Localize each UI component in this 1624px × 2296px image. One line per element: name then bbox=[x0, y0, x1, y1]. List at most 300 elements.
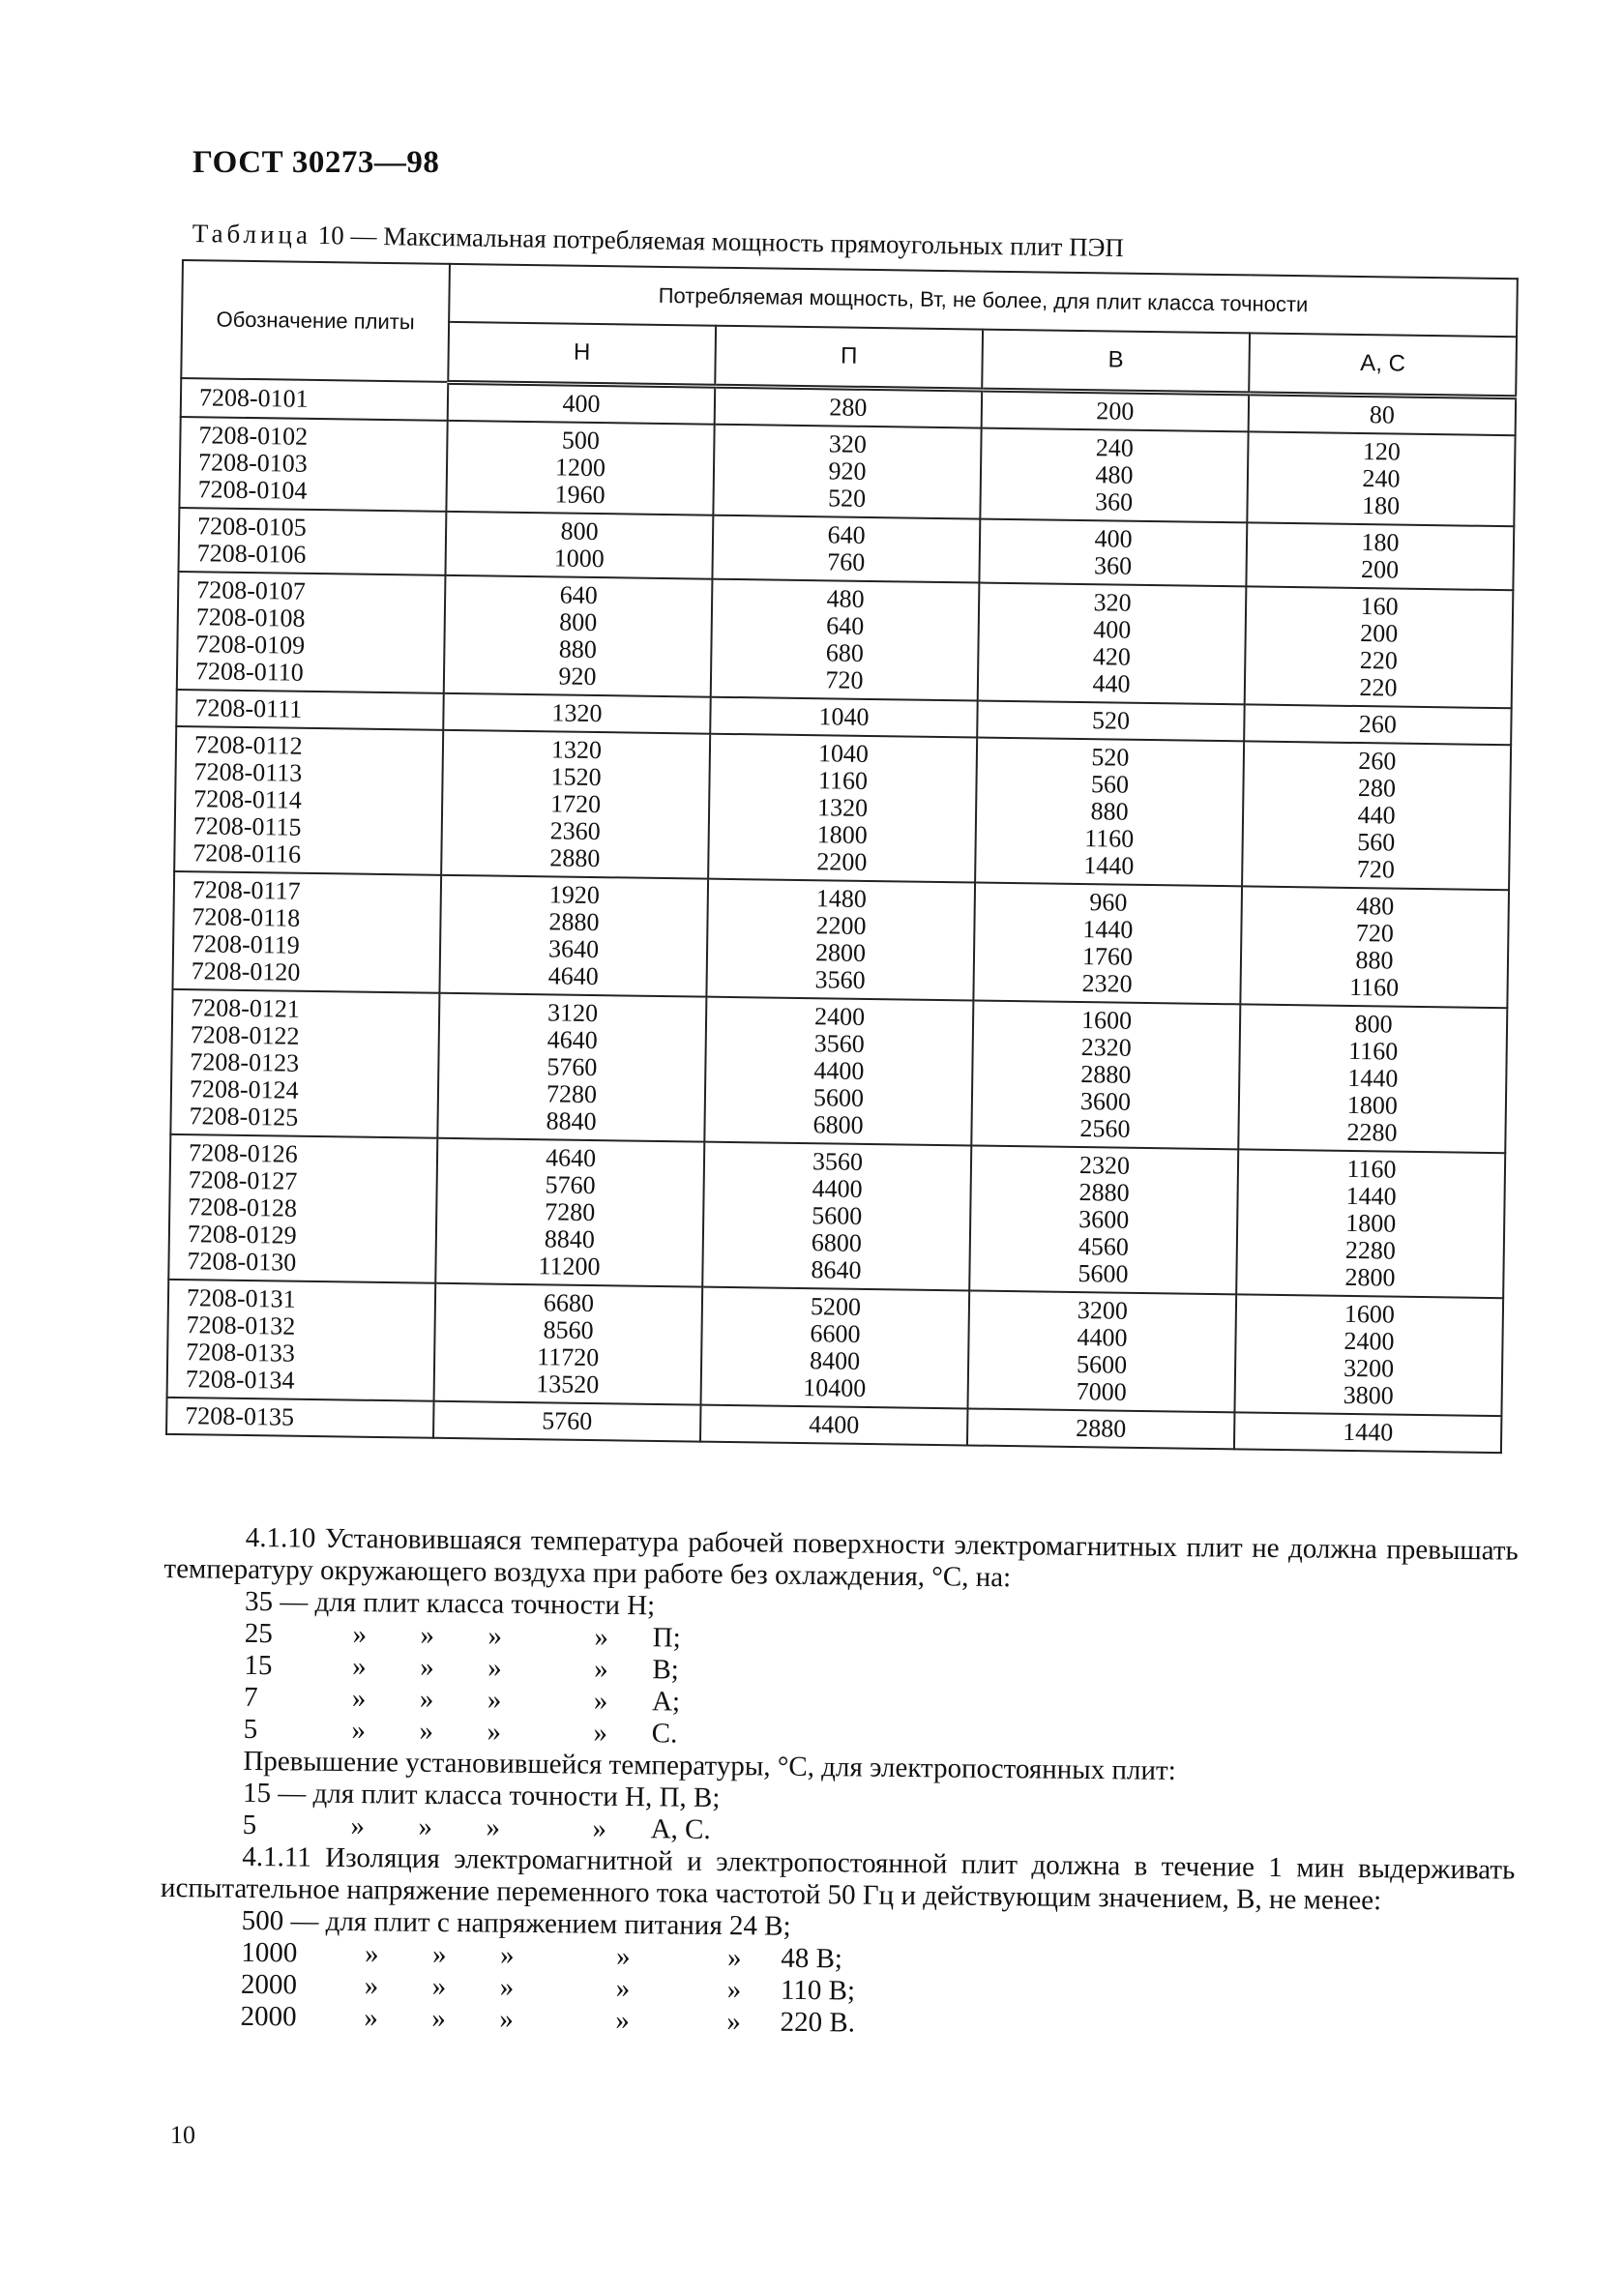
cell-line: 2800 bbox=[814, 937, 867, 967]
cell-line: 7208-0112 bbox=[193, 729, 303, 760]
cell-line: 4640 bbox=[545, 1142, 597, 1172]
cell-line: 11720 bbox=[536, 1341, 600, 1371]
cell-line: 8840 bbox=[544, 1223, 596, 1253]
cell-line: 8400 bbox=[809, 1345, 861, 1375]
ditto-mark: » bbox=[726, 1974, 742, 2006]
cell-line: 500 bbox=[561, 426, 601, 455]
cell-line: 1920 bbox=[548, 879, 601, 909]
cell-line: 2200 bbox=[815, 910, 867, 940]
cell-line: 5760 bbox=[546, 1051, 598, 1081]
ditto-mark: » bbox=[364, 1938, 379, 1970]
cell-line: 280 bbox=[1357, 773, 1397, 803]
cell-line: 1600 bbox=[1343, 1299, 1396, 1329]
cell-line: 220 bbox=[1359, 672, 1398, 702]
ditto-mark: » bbox=[350, 1810, 366, 1842]
cell-line: 1800 bbox=[816, 819, 868, 849]
cell-line: 6680 bbox=[543, 1287, 595, 1317]
cell-line: 80 bbox=[1369, 399, 1396, 429]
power-cell-p bbox=[713, 424, 981, 518]
cell-line: 7208-0105 bbox=[196, 511, 308, 542]
power-cell-n bbox=[433, 1400, 701, 1441]
cell-line: 560 bbox=[1357, 827, 1396, 857]
cell-line: 1160 bbox=[1084, 823, 1135, 853]
cell-line: 920 bbox=[558, 661, 597, 691]
excess-value: 5 bbox=[242, 1809, 257, 1841]
cell-line: 7280 bbox=[546, 1078, 598, 1108]
cell-line: 440 bbox=[1357, 800, 1396, 830]
cell-line: 720 bbox=[1355, 918, 1395, 948]
cell-line: 1160 bbox=[1348, 972, 1400, 1002]
ditto-mark: » bbox=[431, 1970, 447, 2003]
cell-line: 240 bbox=[1095, 432, 1135, 462]
test-voltage-value: 2000 bbox=[240, 2000, 297, 2033]
ditto-mark: » bbox=[487, 1684, 502, 1716]
cell-line: 11200 bbox=[538, 1251, 601, 1280]
cell-line: 5760 bbox=[545, 1169, 596, 1199]
ditto-mark: » bbox=[487, 1620, 503, 1652]
page-number: 10 bbox=[170, 2121, 195, 2149]
cell-line: 180 bbox=[1361, 527, 1400, 557]
power-cell-ac bbox=[1245, 586, 1514, 708]
power-table-head bbox=[181, 260, 1518, 397]
cell-line: 5760 bbox=[542, 1405, 593, 1435]
power-cell-p bbox=[701, 1286, 970, 1408]
power-table-body bbox=[166, 378, 1516, 1453]
cell-line: 2320 bbox=[1078, 1150, 1131, 1180]
cell-line: 6800 bbox=[812, 1109, 864, 1139]
class-header-ac: А, С bbox=[1249, 334, 1517, 397]
power-cell-n bbox=[434, 1282, 703, 1404]
ditto-mark: » bbox=[431, 2002, 447, 2035]
cell-line: 1440 bbox=[1343, 1417, 1394, 1447]
cell-line: 360 bbox=[1093, 550, 1133, 580]
ditto-mark: » bbox=[615, 1972, 631, 2005]
body-text bbox=[159, 1521, 1518, 2046]
cell-line: 1760 bbox=[1081, 941, 1134, 971]
cell-line: 520 bbox=[1091, 742, 1130, 772]
cell-line: 220 bbox=[1359, 645, 1399, 675]
ditto-mark: » bbox=[499, 1971, 515, 2003]
class-header-p: П bbox=[715, 326, 983, 390]
cell-line: 1440 bbox=[1083, 850, 1135, 880]
cell-line: 2400 bbox=[813, 1001, 866, 1031]
cell-line: 1440 bbox=[1082, 914, 1134, 944]
cell-line: 2200 bbox=[816, 846, 868, 876]
table-row bbox=[172, 870, 1509, 1007]
ditto-mark: » bbox=[726, 2006, 742, 2038]
accuracy-class: А; bbox=[651, 1686, 681, 1718]
cell-line: 640 bbox=[826, 610, 865, 640]
accuracy-class: С. bbox=[651, 1718, 678, 1750]
cell-line: 7208-0103 bbox=[197, 447, 308, 478]
cell-line: 800 bbox=[560, 515, 599, 545]
designation-column-header: Обозначение плиты bbox=[181, 260, 450, 382]
power-cell-ac bbox=[1242, 741, 1511, 890]
cell-line: 520 bbox=[1091, 705, 1131, 735]
cell-line: 560 bbox=[1090, 769, 1130, 799]
cell-line: 640 bbox=[827, 519, 866, 549]
cell-line: 160 bbox=[1360, 591, 1399, 621]
cell-line: 3800 bbox=[1343, 1380, 1394, 1410]
power-cell-v bbox=[975, 737, 1244, 886]
cell-line: 7208-0129 bbox=[187, 1219, 297, 1250]
cell-line: 1320 bbox=[816, 792, 869, 822]
power-cell-v bbox=[971, 1000, 1240, 1149]
excess-intro: Превышение установившейся температуры, °С, для электропостоянных плит: bbox=[243, 1745, 1176, 1786]
power-cell-p bbox=[710, 696, 978, 737]
power-cell-n bbox=[435, 1137, 704, 1286]
ditto-mark: » bbox=[594, 1653, 608, 1685]
cell-line: 7208-0130 bbox=[187, 1246, 297, 1277]
ditto-mark: » bbox=[419, 1683, 434, 1715]
cell-line: 7280 bbox=[545, 1196, 596, 1226]
table-caption bbox=[192, 219, 1125, 263]
temperature-first-line: 35 — для плит класса точности Н; bbox=[244, 1585, 656, 1622]
cell-line: 7208-0128 bbox=[188, 1192, 298, 1222]
cell-line: 7208-0109 bbox=[195, 629, 306, 660]
cell-line: 7208-0123 bbox=[190, 1046, 300, 1077]
cell-line: 7208-0115 bbox=[192, 810, 302, 841]
cell-line: 420 bbox=[1092, 641, 1132, 671]
cell-line: 7208-0101 bbox=[198, 383, 309, 413]
power-cell-ac bbox=[1249, 393, 1517, 434]
cell-line: 13520 bbox=[536, 1369, 600, 1398]
cell-line: 1800 bbox=[1345, 1208, 1397, 1238]
designation-cell bbox=[181, 378, 449, 420]
power-table bbox=[165, 259, 1519, 1454]
cell-line: 4400 bbox=[813, 1055, 865, 1085]
power-cell-ac bbox=[1244, 704, 1512, 745]
ditto-mark: » bbox=[593, 1685, 608, 1717]
cell-line: 260 bbox=[1358, 709, 1398, 739]
designation-cell bbox=[176, 689, 444, 729]
cell-line: 5200 bbox=[810, 1291, 862, 1321]
cell-line: 5600 bbox=[812, 1200, 863, 1230]
cell-line: 7208-0104 bbox=[197, 474, 308, 505]
cell-line: 7208-0110 bbox=[194, 656, 304, 687]
cell-line: 2320 bbox=[1080, 1032, 1132, 1062]
ditto-mark: » bbox=[431, 1938, 447, 1971]
ditto-mark: » bbox=[352, 1619, 368, 1651]
cell-line: 1440 bbox=[1347, 1063, 1399, 1093]
cell-line: 7208-0127 bbox=[188, 1164, 298, 1195]
ditto-mark: » bbox=[420, 1619, 435, 1651]
cell-line: 7208-0125 bbox=[189, 1101, 299, 1132]
cell-line: 2400 bbox=[1343, 1326, 1395, 1356]
ditto-mark: » bbox=[615, 2004, 631, 2037]
cell-line: 4400 bbox=[1077, 1322, 1128, 1352]
power-cell-ac bbox=[1240, 886, 1509, 1008]
cell-line: 1320 bbox=[550, 734, 603, 764]
power-cell-n bbox=[445, 511, 713, 578]
power-cell-p bbox=[708, 733, 977, 882]
cell-line: 960 bbox=[1089, 887, 1128, 917]
cell-line: 7208-0120 bbox=[191, 956, 301, 986]
power-cell-n bbox=[441, 729, 710, 878]
cell-line: 2320 bbox=[1081, 968, 1133, 998]
power-cell-p bbox=[704, 996, 973, 1145]
cell-line: 6800 bbox=[811, 1227, 863, 1257]
cell-line: 480 bbox=[1095, 459, 1134, 489]
cell-line: 8640 bbox=[811, 1254, 862, 1284]
ditto-mark: » bbox=[487, 1652, 502, 1684]
voltage-first-line: 500 — для плит с напряжением питания 24 В; bbox=[241, 1904, 791, 1942]
cell-line: 7208-0113 bbox=[193, 756, 303, 787]
cell-line: 2280 bbox=[1346, 1117, 1398, 1147]
cell-line: 1040 bbox=[818, 701, 870, 731]
cell-line: 7208-0121 bbox=[191, 992, 301, 1023]
cell-line: 640 bbox=[559, 579, 598, 609]
cell-line: 1040 bbox=[817, 738, 870, 768]
cell-line: 680 bbox=[825, 637, 865, 667]
power-cell-ac bbox=[1234, 1294, 1503, 1416]
power-cell-v bbox=[967, 1408, 1235, 1449]
ditto-mark: » bbox=[486, 1811, 501, 1843]
designation-cell bbox=[174, 725, 443, 874]
ditto-mark: » bbox=[420, 1651, 434, 1683]
supply-voltage: 220 В. bbox=[780, 2006, 856, 2039]
ditto-mark: » bbox=[351, 1715, 367, 1747]
test-voltage-value: 1000 bbox=[241, 1936, 298, 1969]
cell-line: 400 bbox=[562, 389, 601, 418]
cell-line: 1800 bbox=[1346, 1090, 1399, 1120]
cell-line: 880 bbox=[1090, 796, 1129, 826]
cell-line: 1520 bbox=[550, 761, 602, 791]
cell-line: 2880 bbox=[1078, 1177, 1130, 1207]
cell-line: 7208-0111 bbox=[194, 692, 303, 723]
cell-line: 7208-0122 bbox=[190, 1019, 300, 1050]
cell-line: 320 bbox=[828, 428, 868, 458]
cell-line: 3640 bbox=[547, 933, 600, 963]
class-header-v: В bbox=[982, 330, 1250, 394]
power-cell-ac bbox=[1234, 1412, 1502, 1453]
cell-line: 4640 bbox=[547, 960, 599, 990]
power-cell-n bbox=[444, 574, 713, 696]
cell-line: 480 bbox=[826, 583, 865, 613]
cell-line: 760 bbox=[827, 546, 866, 576]
cell-line: 2880 bbox=[548, 906, 600, 936]
cell-line: 260 bbox=[1358, 746, 1397, 776]
power-cell-p bbox=[711, 578, 980, 700]
cell-line: 7208-0117 bbox=[192, 874, 301, 905]
cell-line: 2880 bbox=[549, 842, 601, 872]
cell-line: 240 bbox=[1362, 463, 1401, 493]
cell-line: 1160 bbox=[817, 765, 869, 795]
table-row bbox=[167, 1279, 1504, 1415]
cell-line: 7208-0102 bbox=[198, 420, 309, 451]
cell-line: 4560 bbox=[1078, 1231, 1130, 1261]
ditto-mark: » bbox=[364, 2002, 379, 2034]
cell-line: 1200 bbox=[554, 452, 606, 482]
power-cell-p bbox=[700, 1404, 968, 1445]
designation-cell bbox=[168, 1133, 437, 1282]
cell-line: 2560 bbox=[1079, 1113, 1131, 1143]
cell-line: 180 bbox=[1361, 490, 1401, 520]
power-group-header: Потребляемая мощность, Вт, не более, для плит класса точности bbox=[449, 264, 1518, 338]
table-caption-prefix: Таблица bbox=[192, 219, 312, 250]
cell-line: 1320 bbox=[551, 697, 603, 727]
power-cell-n bbox=[443, 692, 711, 733]
ditto-mark: » bbox=[352, 1651, 367, 1683]
cell-line: 8560 bbox=[543, 1314, 594, 1344]
cell-line: 1160 bbox=[1347, 1036, 1399, 1066]
cell-line: 400 bbox=[1093, 614, 1132, 644]
temperature-value: 25 bbox=[244, 1617, 273, 1650]
accuracy-class: А, С. bbox=[650, 1813, 711, 1845]
designation-cell bbox=[178, 507, 446, 574]
cell-line: 2800 bbox=[1344, 1262, 1396, 1292]
cell-line: 7208-0134 bbox=[185, 1364, 295, 1395]
power-cell-v bbox=[980, 427, 1248, 522]
power-table-container bbox=[165, 259, 1517, 1454]
cell-line: 880 bbox=[1355, 945, 1394, 975]
designation-cell bbox=[170, 988, 439, 1137]
power-cell-v bbox=[969, 1145, 1238, 1294]
power-cell-ac bbox=[1236, 1149, 1505, 1298]
temperature-value: 5 bbox=[243, 1713, 258, 1746]
cell-line: 360 bbox=[1094, 486, 1134, 516]
power-cell-v bbox=[979, 518, 1247, 586]
power-cell-v bbox=[977, 700, 1245, 741]
power-cell-v bbox=[967, 1290, 1236, 1412]
ditto-mark: » bbox=[364, 1970, 379, 2002]
cell-line: 480 bbox=[1356, 891, 1395, 921]
cell-line: 3600 bbox=[1078, 1204, 1130, 1234]
cell-line: 7208-0132 bbox=[186, 1310, 296, 1340]
ditto-mark: » bbox=[594, 1621, 609, 1653]
cell-line: 7208-0108 bbox=[195, 602, 306, 633]
cell-line: 520 bbox=[827, 483, 867, 513]
cell-line: 7208-0107 bbox=[196, 574, 307, 605]
cell-line: 720 bbox=[825, 664, 864, 694]
cell-line: 7208-0106 bbox=[196, 538, 307, 569]
designation-cell bbox=[179, 416, 447, 511]
cell-line: 7208-0114 bbox=[193, 783, 303, 814]
cell-line: 4400 bbox=[812, 1173, 863, 1203]
cell-line: 7208-0118 bbox=[192, 901, 301, 932]
supply-voltage: 48 В; bbox=[781, 1942, 843, 1975]
cell-line: 6600 bbox=[810, 1318, 861, 1348]
power-cell-p bbox=[702, 1141, 971, 1290]
table-row bbox=[170, 988, 1507, 1152]
power-cell-n bbox=[446, 420, 714, 515]
power-cell-p bbox=[715, 386, 983, 427]
ditto-mark: » bbox=[499, 1939, 515, 1971]
cell-line: 7208-0116 bbox=[192, 838, 302, 868]
designation-cell bbox=[172, 870, 441, 992]
section-4-1-11-intro: 4.1.11 Изоляция электромагнитной и электропостоянной плит должна в течение 1 мин выдерживать испытательное напряжение переменного тока частотой 50 Гц и действующим значением, В, не менее: bbox=[160, 1840, 1516, 1917]
standard-header: ГОСТ 30273—98 bbox=[192, 145, 440, 180]
power-cell-n bbox=[437, 992, 706, 1141]
cell-line: 5600 bbox=[1076, 1349, 1128, 1379]
cell-line: 200 bbox=[1096, 396, 1135, 426]
cell-line: 320 bbox=[1093, 587, 1132, 617]
cell-line: 440 bbox=[1092, 668, 1131, 698]
class-header-n: Н bbox=[448, 322, 716, 386]
cell-line: 1440 bbox=[1345, 1181, 1397, 1211]
cell-line: 8840 bbox=[546, 1105, 597, 1135]
cell-line: 7208-0124 bbox=[189, 1074, 299, 1104]
ditto-mark: » bbox=[499, 2003, 515, 2035]
cell-line: 920 bbox=[828, 456, 867, 486]
power-cell-p bbox=[706, 878, 975, 1000]
cell-line: 7208-0133 bbox=[186, 1337, 296, 1368]
supply-voltage: 110 В; bbox=[780, 1974, 856, 2007]
cell-line: 3200 bbox=[1077, 1295, 1129, 1325]
cell-line: 7208-0135 bbox=[185, 1400, 295, 1431]
cell-line: 720 bbox=[1356, 854, 1396, 884]
cell-line: 800 bbox=[1354, 1009, 1393, 1039]
designation-cell bbox=[177, 571, 446, 692]
power-cell-ac bbox=[1238, 1004, 1507, 1153]
cell-line: 5600 bbox=[1078, 1258, 1129, 1288]
table-caption-text: 10 — Максимальная потребляемая мощность прямоугольных плит ПЭП bbox=[310, 220, 1125, 263]
cell-line: 1600 bbox=[1080, 1005, 1133, 1035]
cell-line: 7208-0131 bbox=[186, 1282, 296, 1313]
cell-line: 2880 bbox=[1080, 1059, 1132, 1089]
ditto-mark: » bbox=[726, 1942, 742, 1974]
cell-line: 3560 bbox=[813, 1028, 865, 1058]
cell-line: 7208-0126 bbox=[188, 1137, 298, 1168]
cell-line: 7000 bbox=[1076, 1376, 1127, 1406]
cell-line: 1000 bbox=[553, 543, 605, 573]
cell-line: 3560 bbox=[812, 1146, 864, 1176]
test-voltage-value: 2000 bbox=[240, 1968, 298, 2001]
cell-line: 1720 bbox=[549, 788, 602, 818]
table-row bbox=[174, 725, 1511, 889]
cell-line: 3600 bbox=[1079, 1086, 1132, 1116]
ditto-mark: » bbox=[615, 1940, 631, 1973]
ditto-mark: » bbox=[351, 1683, 367, 1715]
cell-line: 400 bbox=[1094, 523, 1133, 553]
power-cell-n bbox=[439, 874, 708, 996]
cell-line: 4400 bbox=[809, 1409, 860, 1439]
temperature-value: 15 bbox=[244, 1649, 273, 1682]
power-cell-ac bbox=[1247, 431, 1515, 526]
cell-line: 3200 bbox=[1343, 1353, 1395, 1383]
table-row bbox=[168, 1133, 1505, 1297]
cell-line: 1160 bbox=[1346, 1154, 1397, 1184]
designation-cell bbox=[167, 1279, 436, 1400]
cell-line: 2280 bbox=[1344, 1235, 1397, 1265]
power-cell-n bbox=[448, 382, 716, 424]
cell-line: 880 bbox=[558, 633, 598, 663]
power-cell-v bbox=[973, 882, 1242, 1004]
cell-line: 4640 bbox=[546, 1024, 598, 1054]
power-cell-p bbox=[712, 515, 980, 582]
table-row bbox=[177, 571, 1514, 707]
ditto-mark: » bbox=[487, 1716, 502, 1748]
cell-line: 3120 bbox=[546, 997, 599, 1027]
cell-line: 120 bbox=[1362, 436, 1402, 466]
cell-line: 7208-0119 bbox=[191, 928, 301, 959]
cell-line: 1480 bbox=[815, 883, 868, 913]
cell-line: 2880 bbox=[1076, 1413, 1127, 1443]
cell-line: 200 bbox=[1360, 554, 1400, 584]
cell-line: 3560 bbox=[814, 964, 866, 994]
power-cell-ac bbox=[1246, 522, 1514, 590]
power-cell-v bbox=[982, 390, 1250, 431]
ditto-mark: » bbox=[418, 1810, 433, 1842]
cell-line: 280 bbox=[829, 392, 868, 422]
ditto-mark: » bbox=[593, 1717, 608, 1749]
cell-line: 5600 bbox=[812, 1082, 865, 1112]
ditto-mark: » bbox=[592, 1812, 607, 1844]
cell-line: 10400 bbox=[803, 1372, 867, 1402]
temperature-value: 7 bbox=[243, 1681, 258, 1714]
cell-line: 2360 bbox=[549, 815, 601, 845]
cell-line: 200 bbox=[1360, 618, 1399, 648]
